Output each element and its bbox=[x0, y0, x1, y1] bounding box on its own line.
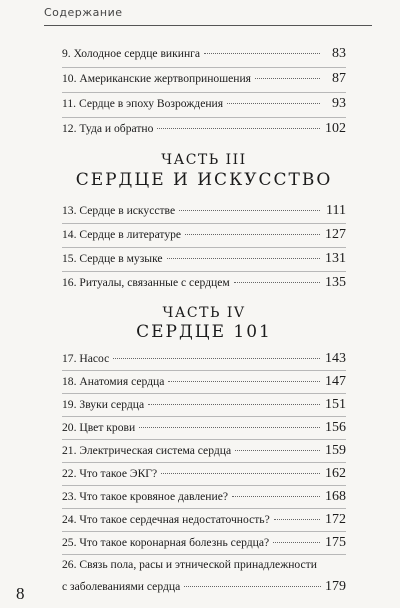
toc-entry-page: 87 bbox=[332, 71, 346, 86]
dot-leader bbox=[235, 450, 320, 451]
row-divider bbox=[62, 117, 346, 118]
dot-leader bbox=[139, 427, 320, 428]
dot-leader bbox=[227, 103, 320, 104]
dot-leader bbox=[255, 78, 320, 79]
header-rule bbox=[44, 25, 372, 26]
toc-entry-page: 151 bbox=[325, 397, 346, 412]
part-4-title: СЕРДЦЕ 101 bbox=[136, 322, 272, 342]
dot-leader bbox=[185, 234, 320, 235]
dot-leader bbox=[234, 282, 320, 283]
toc-entry[interactable] bbox=[62, 71, 346, 87]
toc-entry[interactable] bbox=[62, 397, 346, 413]
running-header: Содержание bbox=[44, 6, 123, 19]
toc-entry-title: 9. Холодное сердце викинга bbox=[62, 47, 201, 60]
toc-entry[interactable] bbox=[62, 275, 346, 291]
toc-entry-page: 135 bbox=[325, 275, 346, 290]
row-divider bbox=[62, 485, 346, 486]
toc-entry-page: 179 bbox=[325, 579, 346, 594]
toc-entry-page: 156 bbox=[325, 420, 346, 435]
toc-entry-title: 15. Сердце в музыке bbox=[62, 252, 163, 265]
toc-entry[interactable] bbox=[62, 374, 346, 390]
toc-entry[interactable] bbox=[62, 121, 346, 137]
dot-leader bbox=[184, 586, 321, 587]
toc-entry[interactable] bbox=[62, 227, 346, 243]
toc-entry-title: 25. Что такое коронарная болезнь сердца? bbox=[62, 536, 270, 549]
dot-leader bbox=[179, 210, 320, 211]
toc-entry-page: 143 bbox=[325, 351, 346, 366]
dot-leader bbox=[168, 381, 320, 382]
toc-entry[interactable] bbox=[62, 489, 346, 505]
dot-leader bbox=[204, 53, 320, 54]
toc-entry[interactable] bbox=[62, 466, 346, 482]
row-divider bbox=[62, 531, 346, 532]
toc-entry-page: 175 bbox=[325, 535, 346, 550]
row-divider bbox=[62, 554, 346, 555]
toc-entry-title: 18. Анатомия сердца bbox=[62, 375, 165, 388]
part-3-title: СЕРДЦЕ И ИСКУССТВО bbox=[75, 170, 333, 190]
toc-entry-page: 93 bbox=[332, 96, 346, 111]
row-divider bbox=[62, 67, 346, 68]
toc-entry-title: 20. Цвет крови bbox=[62, 421, 136, 434]
toc-entry-page: 83 bbox=[332, 46, 346, 61]
toc-entry-page: 111 bbox=[326, 203, 346, 218]
dot-leader bbox=[232, 496, 320, 497]
toc-entry-title: 19. Звуки сердца bbox=[62, 398, 145, 411]
toc-entry[interactable] bbox=[62, 535, 346, 551]
dot-leader bbox=[161, 473, 320, 474]
row-divider bbox=[62, 416, 346, 417]
toc-entry-title: 24. Что такое сердечная недостаточность? bbox=[62, 513, 270, 526]
toc-entry-page: 102 bbox=[325, 121, 346, 136]
row-divider bbox=[62, 370, 346, 371]
toc-entry-title-line2: с заболеваниями сердца bbox=[62, 580, 181, 593]
toc-entry-page: 147 bbox=[325, 374, 346, 389]
toc-entry-title: 23. Что такое кровяное давление? bbox=[62, 490, 228, 503]
toc-entry-page: 162 bbox=[325, 466, 346, 481]
toc-entry[interactable] bbox=[62, 46, 346, 62]
toc-entry-title: 14. Сердце в литературе bbox=[62, 228, 182, 241]
dot-leader bbox=[274, 519, 320, 520]
toc-entry-multiline[interactable] bbox=[62, 557, 346, 595]
toc-entry-page: 159 bbox=[325, 443, 346, 458]
toc-entry-title: 12. Туда и обратно bbox=[62, 122, 154, 135]
toc-entry-title: 13. Сердце в искусстве bbox=[62, 204, 176, 217]
toc-entry-title: 22. Что такое ЭКГ? bbox=[62, 467, 158, 480]
toc-entry[interactable] bbox=[62, 443, 346, 459]
row-divider bbox=[62, 393, 346, 394]
dot-leader bbox=[113, 358, 320, 359]
row-divider bbox=[62, 439, 346, 440]
row-divider bbox=[62, 247, 346, 248]
toc-entry[interactable] bbox=[62, 203, 346, 219]
dot-leader bbox=[167, 258, 320, 259]
toc-entry-title: 10. Американские жертвоприношения bbox=[62, 72, 252, 85]
row-divider bbox=[62, 508, 346, 509]
row-divider bbox=[62, 271, 346, 272]
page-number: 8 bbox=[16, 584, 25, 603]
dot-leader bbox=[157, 128, 320, 129]
toc-entry[interactable] bbox=[62, 420, 346, 436]
toc-entry-page: 131 bbox=[325, 251, 346, 266]
row-divider bbox=[62, 223, 346, 224]
toc-entry[interactable] bbox=[62, 512, 346, 528]
toc-entry[interactable] bbox=[62, 251, 346, 267]
toc-entry-title: 11. Сердце в эпоху Возрождения bbox=[62, 97, 224, 110]
part-3-label: ЧАСТЬ III bbox=[161, 152, 247, 168]
toc-entry[interactable] bbox=[62, 351, 346, 367]
row-divider bbox=[62, 462, 346, 463]
toc-entry-page: 168 bbox=[325, 489, 346, 504]
dot-leader bbox=[148, 404, 320, 405]
toc-entry-page: 127 bbox=[325, 227, 346, 242]
toc-entry-title-line1: 26. Связь пола, расы и этнической принадлежности bbox=[62, 558, 317, 571]
toc-entry-title: 17. Насос bbox=[62, 352, 110, 365]
toc-entry-page: 172 bbox=[325, 512, 346, 527]
part-4-label: ЧАСТЬ IV bbox=[162, 305, 246, 321]
toc-entry-title: 21. Электрическая система сердца bbox=[62, 444, 232, 457]
toc-entry-title: 16. Ритуалы, связанные с сердцем bbox=[62, 276, 230, 289]
row-divider bbox=[62, 92, 346, 93]
toc-entry[interactable] bbox=[62, 96, 346, 112]
dot-leader bbox=[273, 542, 320, 543]
